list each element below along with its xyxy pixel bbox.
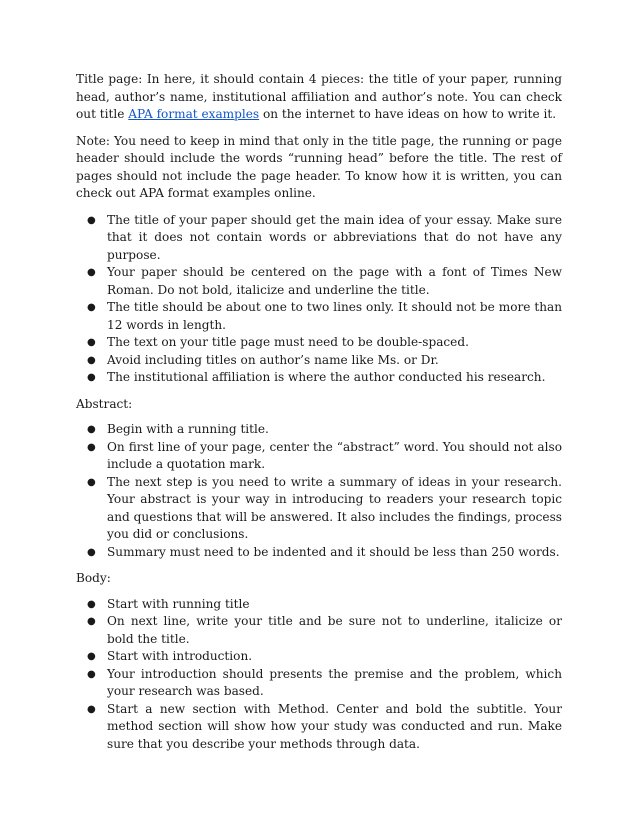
intro-text: Title page: In here, it should contain 4 pieces: the title of your paper, running head, author’s name, institutional affiliation and author’s note. You can check out title <box>76 72 562 121</box>
list-item <box>87 439 562 474</box>
list-item <box>87 352 562 370</box>
abstract-heading: Abstract: <box>76 396 133 411</box>
list-item <box>87 334 562 352</box>
bullet-icon: ● <box>87 616 96 627</box>
bullet-icon: ● <box>87 441 96 453</box>
document-page <box>76 71 562 762</box>
list-item-text: On first line of your page, center the “abstract” word. You should not also include a quotation mark. <box>107 439 562 471</box>
list-item <box>87 613 562 648</box>
bullet-icon: ● <box>87 651 96 662</box>
list-item <box>87 544 562 562</box>
list-item <box>87 474 562 544</box>
list-item-text: Start a new section with Method. Center and bold the subtitle. Your method section will show how your study was conducted and run. Make sure that you describe your methods through data. <box>107 701 562 751</box>
list-item-text: Avoid including titles on author’s name like Ms. or Dr. <box>107 352 439 367</box>
apa-format-examples-link[interactable]: APA format examples <box>128 107 260 121</box>
list-item <box>87 648 562 666</box>
list-item <box>87 701 562 754</box>
list-item-text: The next step is you need to write a summary of ideas in your research. Your abstract is your way in introducing to readers your research topic and questions that will be answered. It also includes the findings, process you did or conclusions. <box>107 474 562 541</box>
note-paragraph: Note: You need to keep in mind that only in the title page, the running or page header should include the words “running head” before the title. The rest of pages should not include the page header. To know how it is written, you can check out APA format examples online. <box>76 133 562 200</box>
bullet-icon: ● <box>87 598 96 610</box>
abstract-guidelines-list <box>76 421 562 561</box>
list-item <box>87 212 562 265</box>
title-guidelines-list <box>76 212 562 387</box>
bullet-icon: ● <box>87 354 96 366</box>
body-guidelines-list <box>76 596 562 754</box>
list-item-text: Your introduction should presents the premise and the problem, which your research was based. <box>107 666 562 698</box>
list-item-text: The title should be about one to two lines only. It should not be more than 12 words in length. <box>107 300 562 332</box>
title-page-paragraph <box>76 71 562 124</box>
list-item <box>87 264 562 299</box>
list-item <box>87 666 562 701</box>
intro-text-end: on the internet to have ideas on how to write it. <box>259 107 557 121</box>
bullet-icon: ● <box>87 668 96 680</box>
list-item-text: The text on your title page must need to be double-spaced. <box>107 335 469 349</box>
list-item-text: Begin with a running title. <box>107 422 269 436</box>
bullet-icon: ● <box>87 372 96 383</box>
bullet-icon: ● <box>87 703 96 715</box>
list-item-text: The institutional affiliation is where the author conducted his research. <box>107 370 546 384</box>
list-item-text: Start with running title <box>107 596 250 611</box>
list-item <box>87 421 562 439</box>
list-item-text: The title of your paper should get the main idea of your essay. Make sure that it does not contain words or abbreviations that do not have any purpose. <box>107 212 562 262</box>
bullet-icon: ● <box>87 476 96 488</box>
bullet-icon: ● <box>87 546 96 558</box>
list-item <box>87 596 562 614</box>
list-item <box>87 369 562 387</box>
bullet-icon: ● <box>87 424 96 435</box>
list-item-text: On next line, write your title and be sure not to underline, italicize or bold the title. <box>107 614 562 646</box>
bullet-icon: ● <box>87 267 96 278</box>
list-item-text: Start with introduction. <box>107 649 253 663</box>
list-item-text: Your paper should be centered on the page with a font of Times New Roman. Do not bold, italicize and underline the title. <box>107 265 562 297</box>
bullet-icon: ● <box>87 214 96 226</box>
body-heading: Body: <box>76 571 111 585</box>
bullet-icon: ● <box>87 302 96 313</box>
list-item-text: Summary must need to be indented and it should be less than 250 words. <box>107 544 560 559</box>
list-item <box>87 299 562 334</box>
bullet-icon: ● <box>87 337 96 348</box>
